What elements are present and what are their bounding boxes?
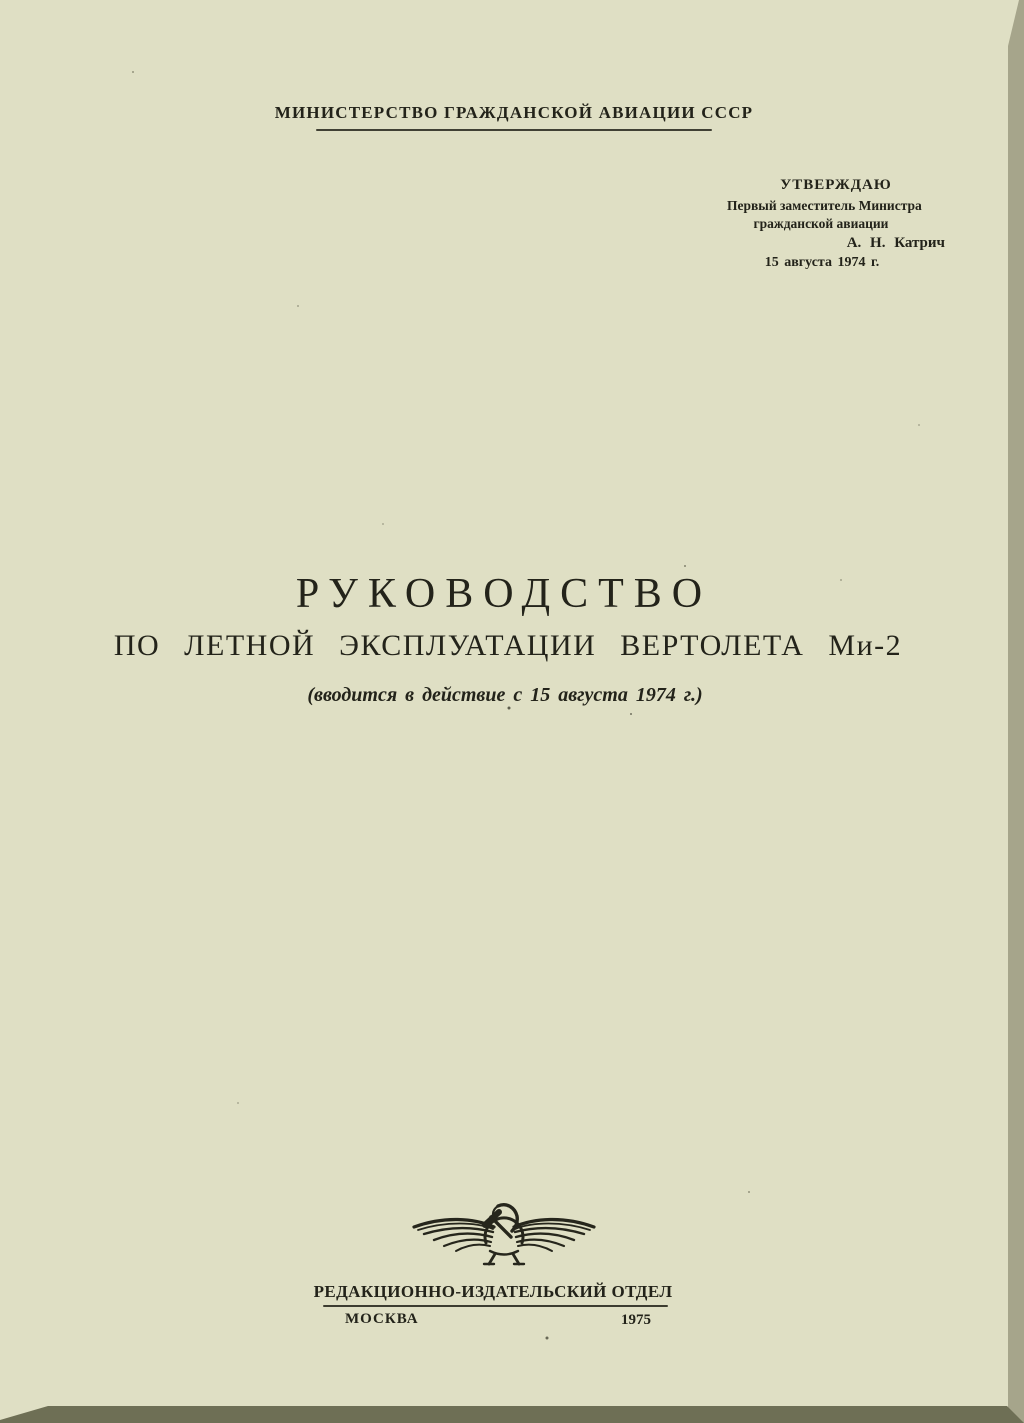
scan-bottom-edge <box>0 1406 1024 1423</box>
publisher-name: РЕДАКЦИОННО-ИЗДАТЕЛЬСКИЙ ОТДЕЛ <box>313 1282 673 1301</box>
header-rule <box>316 129 712 131</box>
scan-right-edge <box>1008 0 1024 1423</box>
approval-date: 15 августа 1974 г. <box>764 255 880 270</box>
approval-block <box>727 176 945 272</box>
approval-label: УТВЕРЖДАЮ <box>780 177 892 193</box>
civil-aviation-emblem-icon <box>408 1201 600 1271</box>
approval-signatory-name: А. Н. Катрич <box>846 235 945 251</box>
imprint-rule <box>323 1305 668 1307</box>
document-subtitle: ПО ЛЕТНОЙ ЭКСПЛУАТАЦИИ ВЕРТОЛЕТА Ми-2 <box>113 629 903 662</box>
ministry-title: МИНИСТЕРСТВО ГРАЖДАНСКОЙ АВИАЦИИ СССР <box>274 103 754 122</box>
imprint-year: 1975 <box>621 1312 651 1328</box>
header <box>0 103 1024 123</box>
document-title: РУКОВОДСТВО <box>295 571 713 617</box>
scan-noise <box>132 71 134 73</box>
imprint-city: МОСКВА <box>345 1311 419 1327</box>
approval-position-line-2: гражданской авиации <box>753 216 889 231</box>
effective-date-note: (вводится в действие с 15 августа 1974 г.) <box>307 684 703 706</box>
approval-position-line-1: Первый заместитель Министра <box>727 198 922 213</box>
